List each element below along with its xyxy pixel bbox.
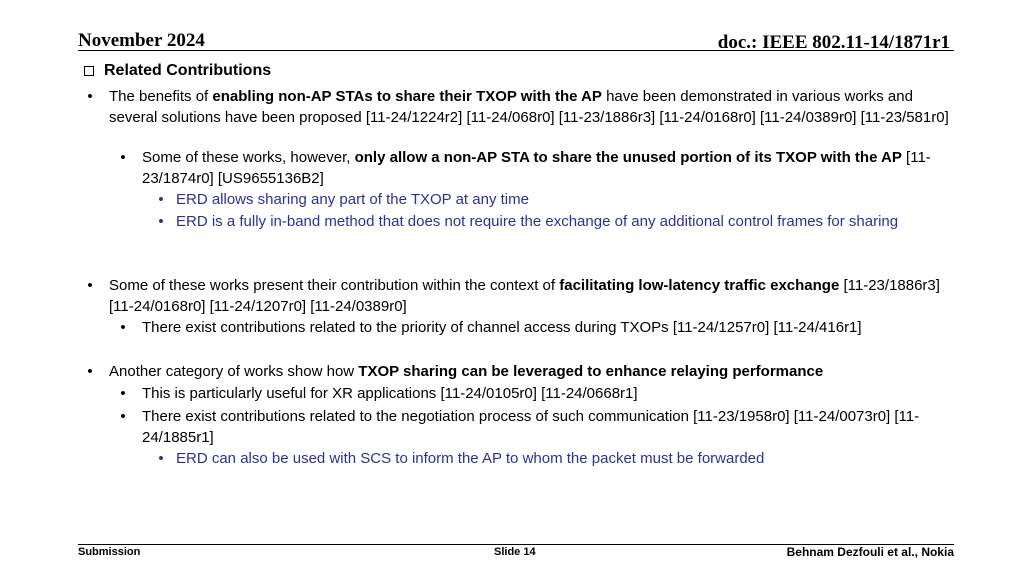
footer-submission: Submission [78, 546, 141, 558]
bullet-text: ERD is a fully in-band method that does not require the exchange of any additional control frames for sharing [176, 213, 899, 230]
bullet-text: Another category of works show how TXOP sharing can be leveraged to enhance relaying performance [109, 363, 824, 380]
bullet-text: Some of these works, however, only allow a non-AP STA to share the unused portion of its TXOP with the AP [11-23/1874r0] [US9655136B2] [142, 149, 931, 187]
bullet-text: There exist contributions related to the negotiation process of such communication [11-23/1958r0] [11-24/0073r0] [11-24/1885r1] [142, 408, 920, 446]
bullet-icon: • [158, 213, 164, 230]
bullet-icon: • [87, 88, 93, 105]
bullet-icon: • [120, 408, 126, 425]
bullet-text: There exist contributions related to the priority of channel access during TXOPs [11-24/1257r0] [11-24/416r1] [142, 319, 862, 336]
header-date: November 2024 [78, 30, 205, 51]
header-rule [78, 50, 954, 51]
bullet-icon: • [120, 149, 126, 166]
bullet-text: ERD can also be used with SCS to inform the AP to whom the packet must be forwarded [176, 450, 765, 467]
bullet-text: This is particularly useful for XR applications [11-24/0105r0] [11-24/0668r1] [142, 385, 638, 402]
footer-author: Behnam Dezfouli et al., Nokia [786, 545, 954, 559]
bullet-icon: • [87, 363, 93, 380]
footer-slide-number: Slide 14 [494, 546, 536, 558]
bullet-icon: • [120, 319, 126, 336]
bullet-icon: • [158, 191, 164, 208]
checkbox-bullet-icon [84, 66, 94, 76]
bullet-text: The benefits of enabling non-AP STAs to share their TXOP with the AP have been demonstrated in various works and several solutions have been proposed [11-24/1224r2] [11-24/068r0] [11-23/1886r3] [11-24/0168r0] [11-24/0389r0] [11-23/581r0] [109, 88, 949, 126]
bullet-icon: • [120, 385, 126, 402]
bullet-text: Some of these works present their contribution within the context of facilitating low-latency traffic exchange [11-23/1886r3] [11-24/0168r0] [11-24/1207r0] [11-24/0389r0] [109, 277, 940, 315]
section-title: Related Contributions [104, 62, 272, 79]
bullet-icon: • [87, 277, 93, 294]
section-heading [84, 62, 271, 80]
bullet-icon: • [158, 450, 164, 467]
header-doc-id: doc.: IEEE 802.11-14/1871r1 [717, 32, 950, 53]
bullet-text: ERD allows sharing any part of the TXOP at any time [176, 191, 529, 208]
